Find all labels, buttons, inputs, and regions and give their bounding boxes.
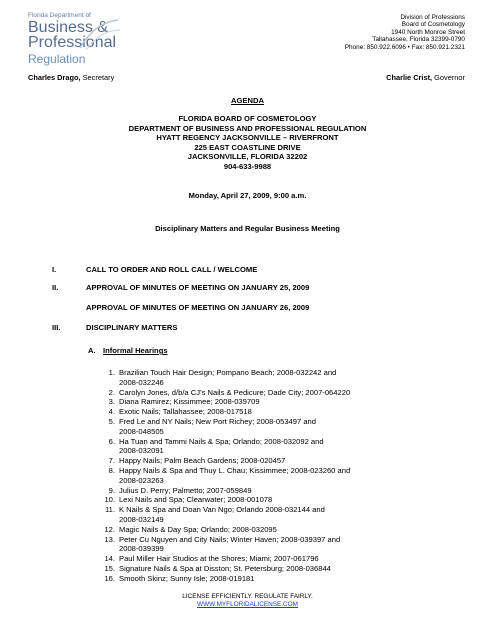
item-text-continuation: 2008-032091 xyxy=(119,446,164,456)
item-text-continuation: 2008-032246 xyxy=(119,377,164,387)
item-text: Fred Le and NY Nails; New Port Richey; 2008-053497 and xyxy=(119,416,316,426)
section-3-title: DISCIPLINARY MATTERS xyxy=(86,323,178,332)
address-line: Tallahassee, Florida 32399-0790 xyxy=(372,36,465,44)
section-2-number: II. xyxy=(52,283,59,292)
footer-slogan: LICENSE EFFICIENTLY. REGULATE FAIRLY. xyxy=(182,593,313,600)
item-number: 6. xyxy=(108,436,115,446)
list-item xyxy=(95,564,350,574)
list-item xyxy=(95,505,350,515)
item-number: 1. xyxy=(108,368,115,377)
meeting-type: Disciplinary Matters and Regular Business Meeting xyxy=(155,224,340,233)
header-line: JACKSONVILLE, FLORIDA 32202 xyxy=(187,152,308,162)
swirl-icon xyxy=(72,14,122,54)
item-number-spacer xyxy=(95,378,119,388)
item-text: Diana Ramirez; Kissimmee; 2008-039709 xyxy=(119,397,260,407)
item-text: Exotic Nails; Tallahassee; 2008-017518 xyxy=(119,407,252,417)
meeting-date: Monday, April 27, 2009, 9:00 a.m. xyxy=(188,191,307,200)
footer-url-link[interactable]: WWW.MYFLORIDALICENSE.COM xyxy=(197,601,298,608)
list-item xyxy=(95,466,350,476)
list-item xyxy=(95,554,350,564)
address-line: 1940 North Monroe Street xyxy=(391,28,465,36)
item-text: Magic Nails & Day Spa; Orlando; 2008-032095 xyxy=(119,524,277,534)
list-item-continuation xyxy=(95,515,350,525)
list-item xyxy=(95,417,350,427)
governor-name: Charlie Crist, xyxy=(386,73,433,82)
item-number-spacer xyxy=(95,476,119,486)
item-number: 7. xyxy=(108,456,115,466)
item-text: Signature Nails & Spa at Disston; St. Petersburg; 2008-036844 xyxy=(119,563,331,573)
item-text: Julius D. Perry; Palmetto; 2007-059849 xyxy=(119,485,252,495)
logo-line-1: Florida Department of xyxy=(28,12,91,19)
list-item xyxy=(95,495,350,505)
list-item xyxy=(95,574,350,584)
item-number: 10. xyxy=(104,495,115,505)
item-number: 8. xyxy=(108,465,115,475)
item-text: Brazilian Touch Hair Design; Pompano Beach; 2008-032242 and xyxy=(119,368,337,377)
item-text: K Nails & Spa and Doan Van Ngo; Orlando 2008-032144 and xyxy=(119,505,325,515)
item-number-spacer xyxy=(95,544,119,554)
item-number-spacer xyxy=(95,446,119,456)
division-address xyxy=(345,14,465,51)
item-text-continuation: 2008-048505 xyxy=(119,426,164,436)
item-text: Lexi Nails and Spa; Clearwater; 2008-001078 xyxy=(119,495,273,505)
address-line: Phone: 850.922.6096 • Fax: 850.921.2321 xyxy=(344,43,465,51)
item-text: Smooth Skinz; Sunny Isle; 2008-019181 xyxy=(119,573,255,583)
list-item-continuation xyxy=(95,446,350,456)
address-line: Board of Cosmetology xyxy=(401,21,465,29)
item-number-spacer xyxy=(95,427,119,437)
logo-line-4: Regulation xyxy=(28,52,86,66)
list-item xyxy=(95,368,350,378)
item-number: 3. xyxy=(108,397,115,407)
governor-title: Governor xyxy=(432,73,465,82)
footer xyxy=(0,593,495,609)
item-number-spacer xyxy=(95,515,119,525)
agenda-title: AGENDA xyxy=(231,96,264,105)
header-line: 225 EAST COASTLINE DRIVE xyxy=(194,142,301,152)
section-3-number: III. xyxy=(52,323,61,332)
list-item-continuation xyxy=(95,427,350,437)
item-number: 16. xyxy=(104,573,115,583)
dbpr-logo xyxy=(28,12,148,64)
secretary-title: Secretary xyxy=(80,73,115,82)
item-number: 5. xyxy=(108,416,115,426)
item-text: Happy Nails & Spa and Thuy L. Chau; Kissimmee; 2008-023260 and xyxy=(119,465,351,475)
header-line: 904-633-9988 xyxy=(223,161,272,171)
section-2-title: APPROVAL OF MINUTES OF MEETING ON JANUARY 25, 2009 xyxy=(86,283,310,292)
item-text-continuation: 2008-039399 xyxy=(119,544,164,554)
list-item xyxy=(95,535,350,545)
meeting-header xyxy=(0,114,495,172)
secretary xyxy=(28,73,114,82)
list-item xyxy=(95,486,350,496)
logo-line-3: Professional xyxy=(28,34,117,51)
list-item xyxy=(95,525,350,535)
section-1-number: I. xyxy=(52,265,57,274)
header-line: DEPARTMENT OF BUSINESS AND PROFESSIONAL REGULATION xyxy=(128,123,367,133)
list-item-continuation xyxy=(95,476,350,486)
header-line: FLORIDA BOARD OF COSMETOLOGY xyxy=(178,114,317,123)
item-number: 2. xyxy=(108,387,115,397)
section-1-title: CALL TO ORDER AND ROLL CALL / WELCOME xyxy=(86,265,258,274)
item-text: Carolyn Jones, d/b/a CJ’s Nails & Pedicure; Dade City; 2007-064220 xyxy=(119,387,351,397)
item-number: 14. xyxy=(104,554,115,564)
section-2b-title: APPROVAL OF MINUTES OF MEETING ON JANUARY 26, 2009 xyxy=(86,303,310,312)
item-number: 12. xyxy=(104,524,115,534)
logo-line-2: Business & xyxy=(28,19,109,36)
item-text: Happy Nails; Palm Beach Gardens; 2008-020457 xyxy=(119,456,286,466)
list-item xyxy=(95,437,350,447)
item-number: 15. xyxy=(104,563,115,573)
subsection-a-letter: A. xyxy=(88,346,96,355)
item-text: Paul Miller Hair Studios at the Shores; Miami; 2007-061796 xyxy=(119,554,319,564)
item-text: Ha Tuan and Tammi Nails & Spa; Orlando; 2008-032092 and xyxy=(119,436,324,446)
list-item xyxy=(95,388,350,398)
list-item xyxy=(95,397,350,407)
informal-hearings-list xyxy=(95,368,350,584)
list-item xyxy=(95,407,350,417)
item-number: 13. xyxy=(104,534,115,544)
item-number: 11. xyxy=(105,505,115,515)
governor xyxy=(386,73,465,82)
list-item xyxy=(95,456,350,466)
header-line: HYATT REGENCY JACKSONVILLE – RIVERFRONT xyxy=(156,133,339,143)
item-text: Peter Cu Nguyen and City Nails; Winter Haven; 2008-039397 and xyxy=(119,534,341,544)
item-text-continuation: 2008-023263 xyxy=(119,475,164,485)
item-text-continuation: 2008-032149 xyxy=(119,514,164,524)
address-line: Division of Professions xyxy=(400,14,465,21)
item-number: 9. xyxy=(108,485,115,495)
subsection-a-title: Informal Hearings xyxy=(103,346,168,355)
item-number: 4. xyxy=(108,407,115,417)
secretary-name: Charles Drago, xyxy=(28,73,81,82)
list-item-continuation xyxy=(95,378,350,388)
list-item-continuation xyxy=(95,544,350,554)
